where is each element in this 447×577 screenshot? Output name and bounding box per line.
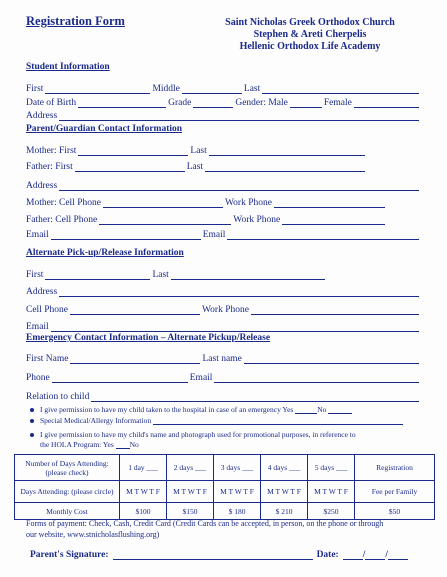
alternate-last-label: Last <box>152 270 169 280</box>
table-cell: $ 210 <box>261 503 308 520</box>
mother-work-label: Work Phone <box>224 198 272 208</box>
medical-allergy-label: Special Medical/Allergy Information <box>40 416 152 425</box>
attendance-table <box>14 454 435 520</box>
student-first-label: First <box>26 84 44 94</box>
alternate-address-label: Address <box>26 287 58 297</box>
alternate-phone-row <box>26 303 421 315</box>
table-cell: $ 180 <box>214 503 261 520</box>
table-cell: $50 <box>355 503 435 520</box>
alternate-email-label: Email <box>26 322 49 332</box>
medical-allergy-field[interactable] <box>153 416 403 425</box>
parent-email-label-2: Email <box>202 230 226 240</box>
emergency-phone-row <box>26 371 421 383</box>
alternate-email-row <box>26 320 421 332</box>
table-cell-days-circle[interactable]: M T W T F <box>308 481 355 503</box>
section-alternate-heading: Alternate Pick-up/Release Information <box>26 248 184 258</box>
signature-field[interactable] <box>113 551 313 560</box>
table-cell-3days[interactable]: 3 days ___ <box>214 455 261 481</box>
bullet-icon <box>30 408 34 412</box>
father-first-field[interactable] <box>75 162 185 172</box>
alternate-name-row <box>26 268 327 280</box>
photo-yes-label: the HOLA Program: Yes <box>40 440 114 449</box>
payment-info <box>26 518 383 540</box>
payment-line-1: Forms of payment: Check, Cash, Credit Card (Credit Cards can be accepted, in person, on the phone or through <box>26 519 384 528</box>
parent-email-row <box>26 228 421 240</box>
date-label: Date: <box>316 550 339 560</box>
emergency-email-field[interactable] <box>214 373 419 383</box>
alternate-work-field[interactable] <box>251 305 419 315</box>
mother-name-row <box>26 144 367 156</box>
student-middle-field[interactable] <box>182 84 242 94</box>
table-cell: $250 <box>308 503 355 520</box>
emergency-relation-label: Relation to child <box>26 392 90 402</box>
student-dob-row <box>26 96 421 108</box>
emergency-email-label: Email <box>189 373 213 383</box>
bullet-icon <box>30 433 34 437</box>
hospital-permission-item <box>30 405 352 414</box>
parent-address-label: Address <box>26 181 58 191</box>
emergency-first-field[interactable] <box>70 354 200 364</box>
table-cell-days-circle[interactable]: M T W T F <box>214 481 261 503</box>
mother-last-label: Last <box>190 146 207 156</box>
mother-cell-label: Mother: Cell Phone <box>26 198 101 208</box>
section-parent-heading: Parent/Guardian Contact Information <box>26 124 183 134</box>
grade-label: Grade <box>168 98 192 108</box>
photo-yes-field[interactable] <box>116 440 130 449</box>
father-work-field[interactable] <box>282 215 385 225</box>
table-cell: $100 <box>120 503 167 520</box>
gender-female-label: Female <box>323 98 352 108</box>
hospital-no-field[interactable] <box>328 405 352 414</box>
mother-cell-field[interactable] <box>103 198 223 208</box>
alternate-address-row <box>26 285 421 297</box>
signature-row: Parent's Signature: Date: / / <box>30 550 420 560</box>
dob-field[interactable] <box>78 98 166 108</box>
father-first-label: Father: First <box>26 162 73 172</box>
table-cell: $150 <box>167 503 214 520</box>
photo-permission-text: I give permission to have my child's name and photograph used for promotional purposes, in reference to <box>40 430 356 439</box>
mother-first-field[interactable] <box>78 146 188 156</box>
gender-male-field[interactable] <box>290 98 322 108</box>
student-name-row <box>26 82 421 94</box>
student-address-field[interactable] <box>59 111 419 121</box>
emergency-phone-label: Phone <box>26 373 50 383</box>
mother-phone-row <box>26 196 387 208</box>
student-address-row <box>26 109 421 121</box>
org-subtitle: Stephen & Areti Cherpelis <box>253 29 367 40</box>
alternate-first-field[interactable] <box>45 270 150 280</box>
medical-allergy-item <box>30 416 421 425</box>
photo-permission-item <box>30 430 356 439</box>
table-cell: Monthly Cost <box>15 503 120 520</box>
table-cell-days-circle[interactable]: M T W T F <box>261 481 308 503</box>
payment-line-2: our website, www.stnicholasflushing.org) <box>26 530 160 539</box>
form-title: Registration Form <box>26 14 125 28</box>
table-cell-1day[interactable]: 1 day ___ <box>120 455 167 481</box>
student-first-field[interactable] <box>45 84 150 94</box>
table-cell-2days[interactable]: 2 days ___ <box>167 455 214 481</box>
alternate-cell-field[interactable] <box>70 305 200 315</box>
table-cell-days-circle[interactable]: M T W T F <box>120 481 167 503</box>
hospital-yes-field[interactable] <box>295 405 317 414</box>
org-name: Saint Nicholas Greek Orthodox Church <box>225 17 395 28</box>
table-cell-days-circle[interactable]: M T W T F <box>167 481 214 503</box>
mother-last-field[interactable] <box>209 146 365 156</box>
table-cell: Days Attending: (please circle) <box>15 481 120 503</box>
father-last-field[interactable] <box>205 162 365 172</box>
table-row <box>15 455 435 481</box>
alternate-cell-label: Cell Phone <box>26 305 68 315</box>
emergency-last-field[interactable] <box>244 354 419 364</box>
mother-work-field[interactable] <box>274 198 385 208</box>
alternate-address-field[interactable] <box>59 287 419 297</box>
student-last-label: Last <box>243 84 261 94</box>
parent-email-field-2[interactable] <box>227 230 419 240</box>
photo-permission-line2 <box>40 440 139 449</box>
father-work-label: Work Phone <box>233 215 281 225</box>
gender-female-field[interactable] <box>354 98 419 108</box>
table-cell: Fee per Family <box>355 481 435 503</box>
alternate-last-field[interactable] <box>171 270 325 280</box>
hospital-permission-text: I give permission to have my child taken to the hospital in case of an emergency Yes <box>40 405 294 414</box>
emergency-relation-field[interactable] <box>91 392 419 402</box>
org-header <box>205 17 415 53</box>
father-cell-label: Father: Cell Phone <box>26 215 98 225</box>
gender-male-label: Gender: Male <box>235 98 288 108</box>
parent-address-field[interactable] <box>59 181 419 191</box>
table-row <box>15 503 435 520</box>
table-cell: Number of Days Attending: (please check) <box>15 455 120 481</box>
mother-first-label: Mother: First <box>26 146 77 156</box>
parent-email-field-1[interactable] <box>51 230 201 240</box>
emergency-relation-row <box>26 390 421 402</box>
table-cell-4days[interactable]: 4 days ___ <box>261 455 308 481</box>
student-last-field[interactable] <box>262 84 419 94</box>
table-cell-5days[interactable]: 5 days ___ <box>308 455 355 481</box>
father-name-row <box>26 160 367 172</box>
student-address-label: Address <box>26 111 58 121</box>
alternate-first-label: First <box>26 270 44 280</box>
section-emergency-heading: Emergency Contact Information – Alternate Pickup/Release <box>26 333 271 343</box>
emergency-last-label: Last name <box>202 354 242 364</box>
father-phone-row <box>26 213 387 225</box>
table-cell: Registration <box>355 455 435 481</box>
emergency-first-label: First Name <box>26 354 69 364</box>
hospital-no-label: No <box>317 405 327 414</box>
father-cell-field[interactable] <box>99 215 231 225</box>
section-student-heading: Student Information <box>26 62 110 72</box>
table-row <box>15 481 435 503</box>
parent-address-row <box>26 179 421 191</box>
grade-field[interactable] <box>193 98 233 108</box>
date-month-field[interactable] <box>343 551 363 560</box>
signature-label: Parent's Signature: <box>30 550 109 560</box>
father-last-label: Last <box>186 162 204 172</box>
parent-email-label-1: Email <box>26 230 49 240</box>
date-day-field[interactable] <box>365 551 385 560</box>
alternate-email-field[interactable] <box>51 322 419 332</box>
bullet-icon <box>30 419 34 423</box>
org-academy: Hellenic Orthodox Life Academy <box>239 41 381 52</box>
dob-label: Date of Birth <box>26 98 77 108</box>
emergency-name-row <box>26 352 421 364</box>
photo-no-label: No <box>129 440 139 449</box>
emergency-phone-field[interactable] <box>52 373 188 383</box>
student-middle-label: Middle <box>152 84 180 94</box>
date-year-field[interactable] <box>388 551 408 560</box>
alternate-work-label: Work Phone <box>201 305 249 315</box>
